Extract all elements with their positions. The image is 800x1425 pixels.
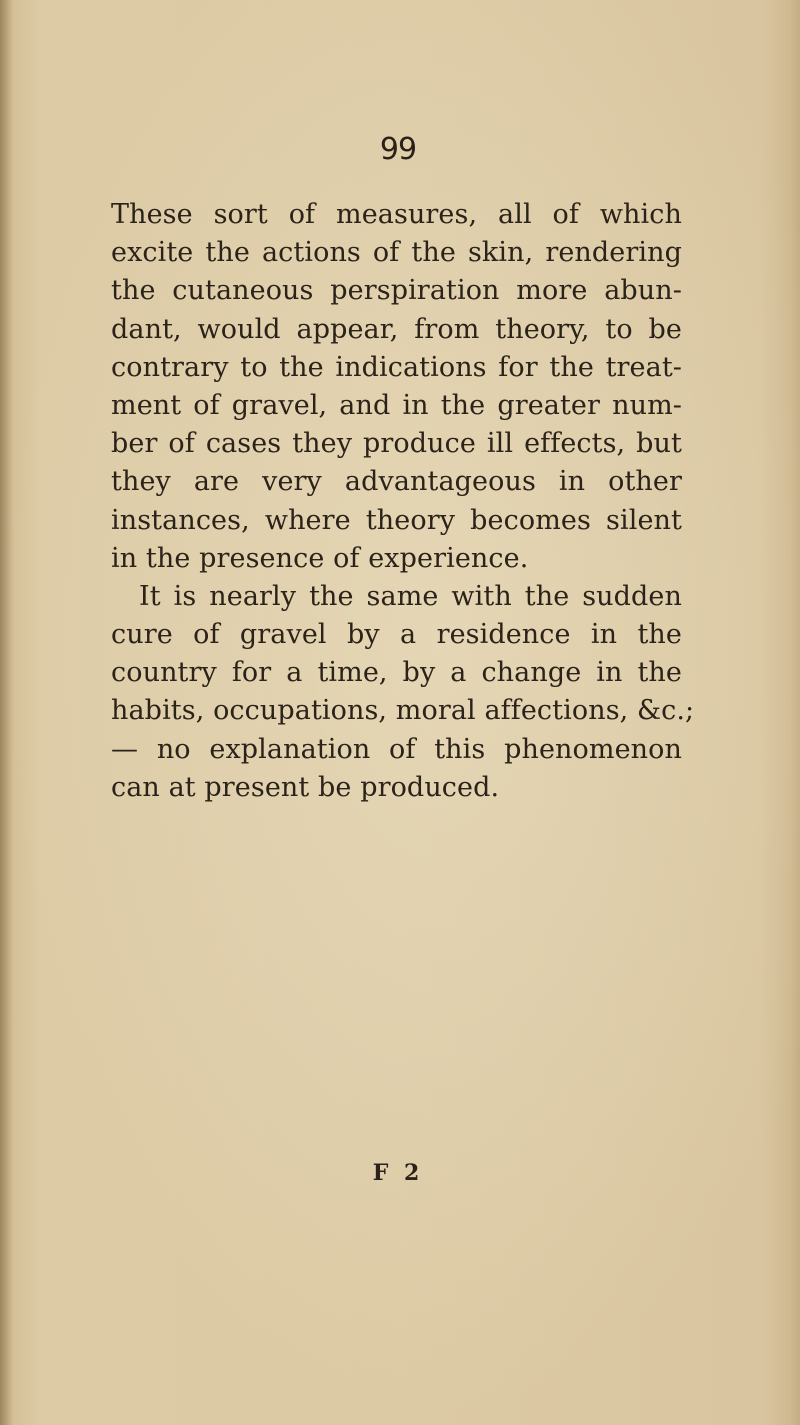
text-line: country for a time, by a change in the xyxy=(111,657,682,689)
text-line: cure of gravel by a residence in the xyxy=(111,619,682,651)
text-line: the cutaneous perspiration more abun- xyxy=(111,275,682,307)
text-line: ber of cases they produce ill effects, but xyxy=(111,428,682,460)
page-number: 99 xyxy=(379,132,417,167)
text-line: It is nearly the same with the sudden xyxy=(139,580,682,612)
text-line: ment of gravel, and in the greater num- xyxy=(111,389,682,421)
text-line: dant, would appear, from theory, to be xyxy=(111,313,682,345)
page-edge-shadow xyxy=(0,0,14,1425)
text-line: instances, where theory becomes silent xyxy=(111,504,682,536)
text-line: contrary to the indications for the treat- xyxy=(111,351,682,383)
text-line: habits, occupations, moral affections, &c.; xyxy=(111,695,695,727)
signature-mark: F 2 xyxy=(372,1160,424,1186)
body-text xyxy=(111,196,695,807)
text-line: can at present be produced. xyxy=(111,771,500,803)
text-line: excite the actions of the skin, rendering xyxy=(111,237,682,269)
text-line: — no explanation of this phenomenon xyxy=(111,733,682,765)
text-line: in the presence of experience. xyxy=(111,542,529,574)
text-line: they are very advantageous in other xyxy=(111,466,682,498)
text-line: These sort of measures, all of which xyxy=(111,199,682,230)
